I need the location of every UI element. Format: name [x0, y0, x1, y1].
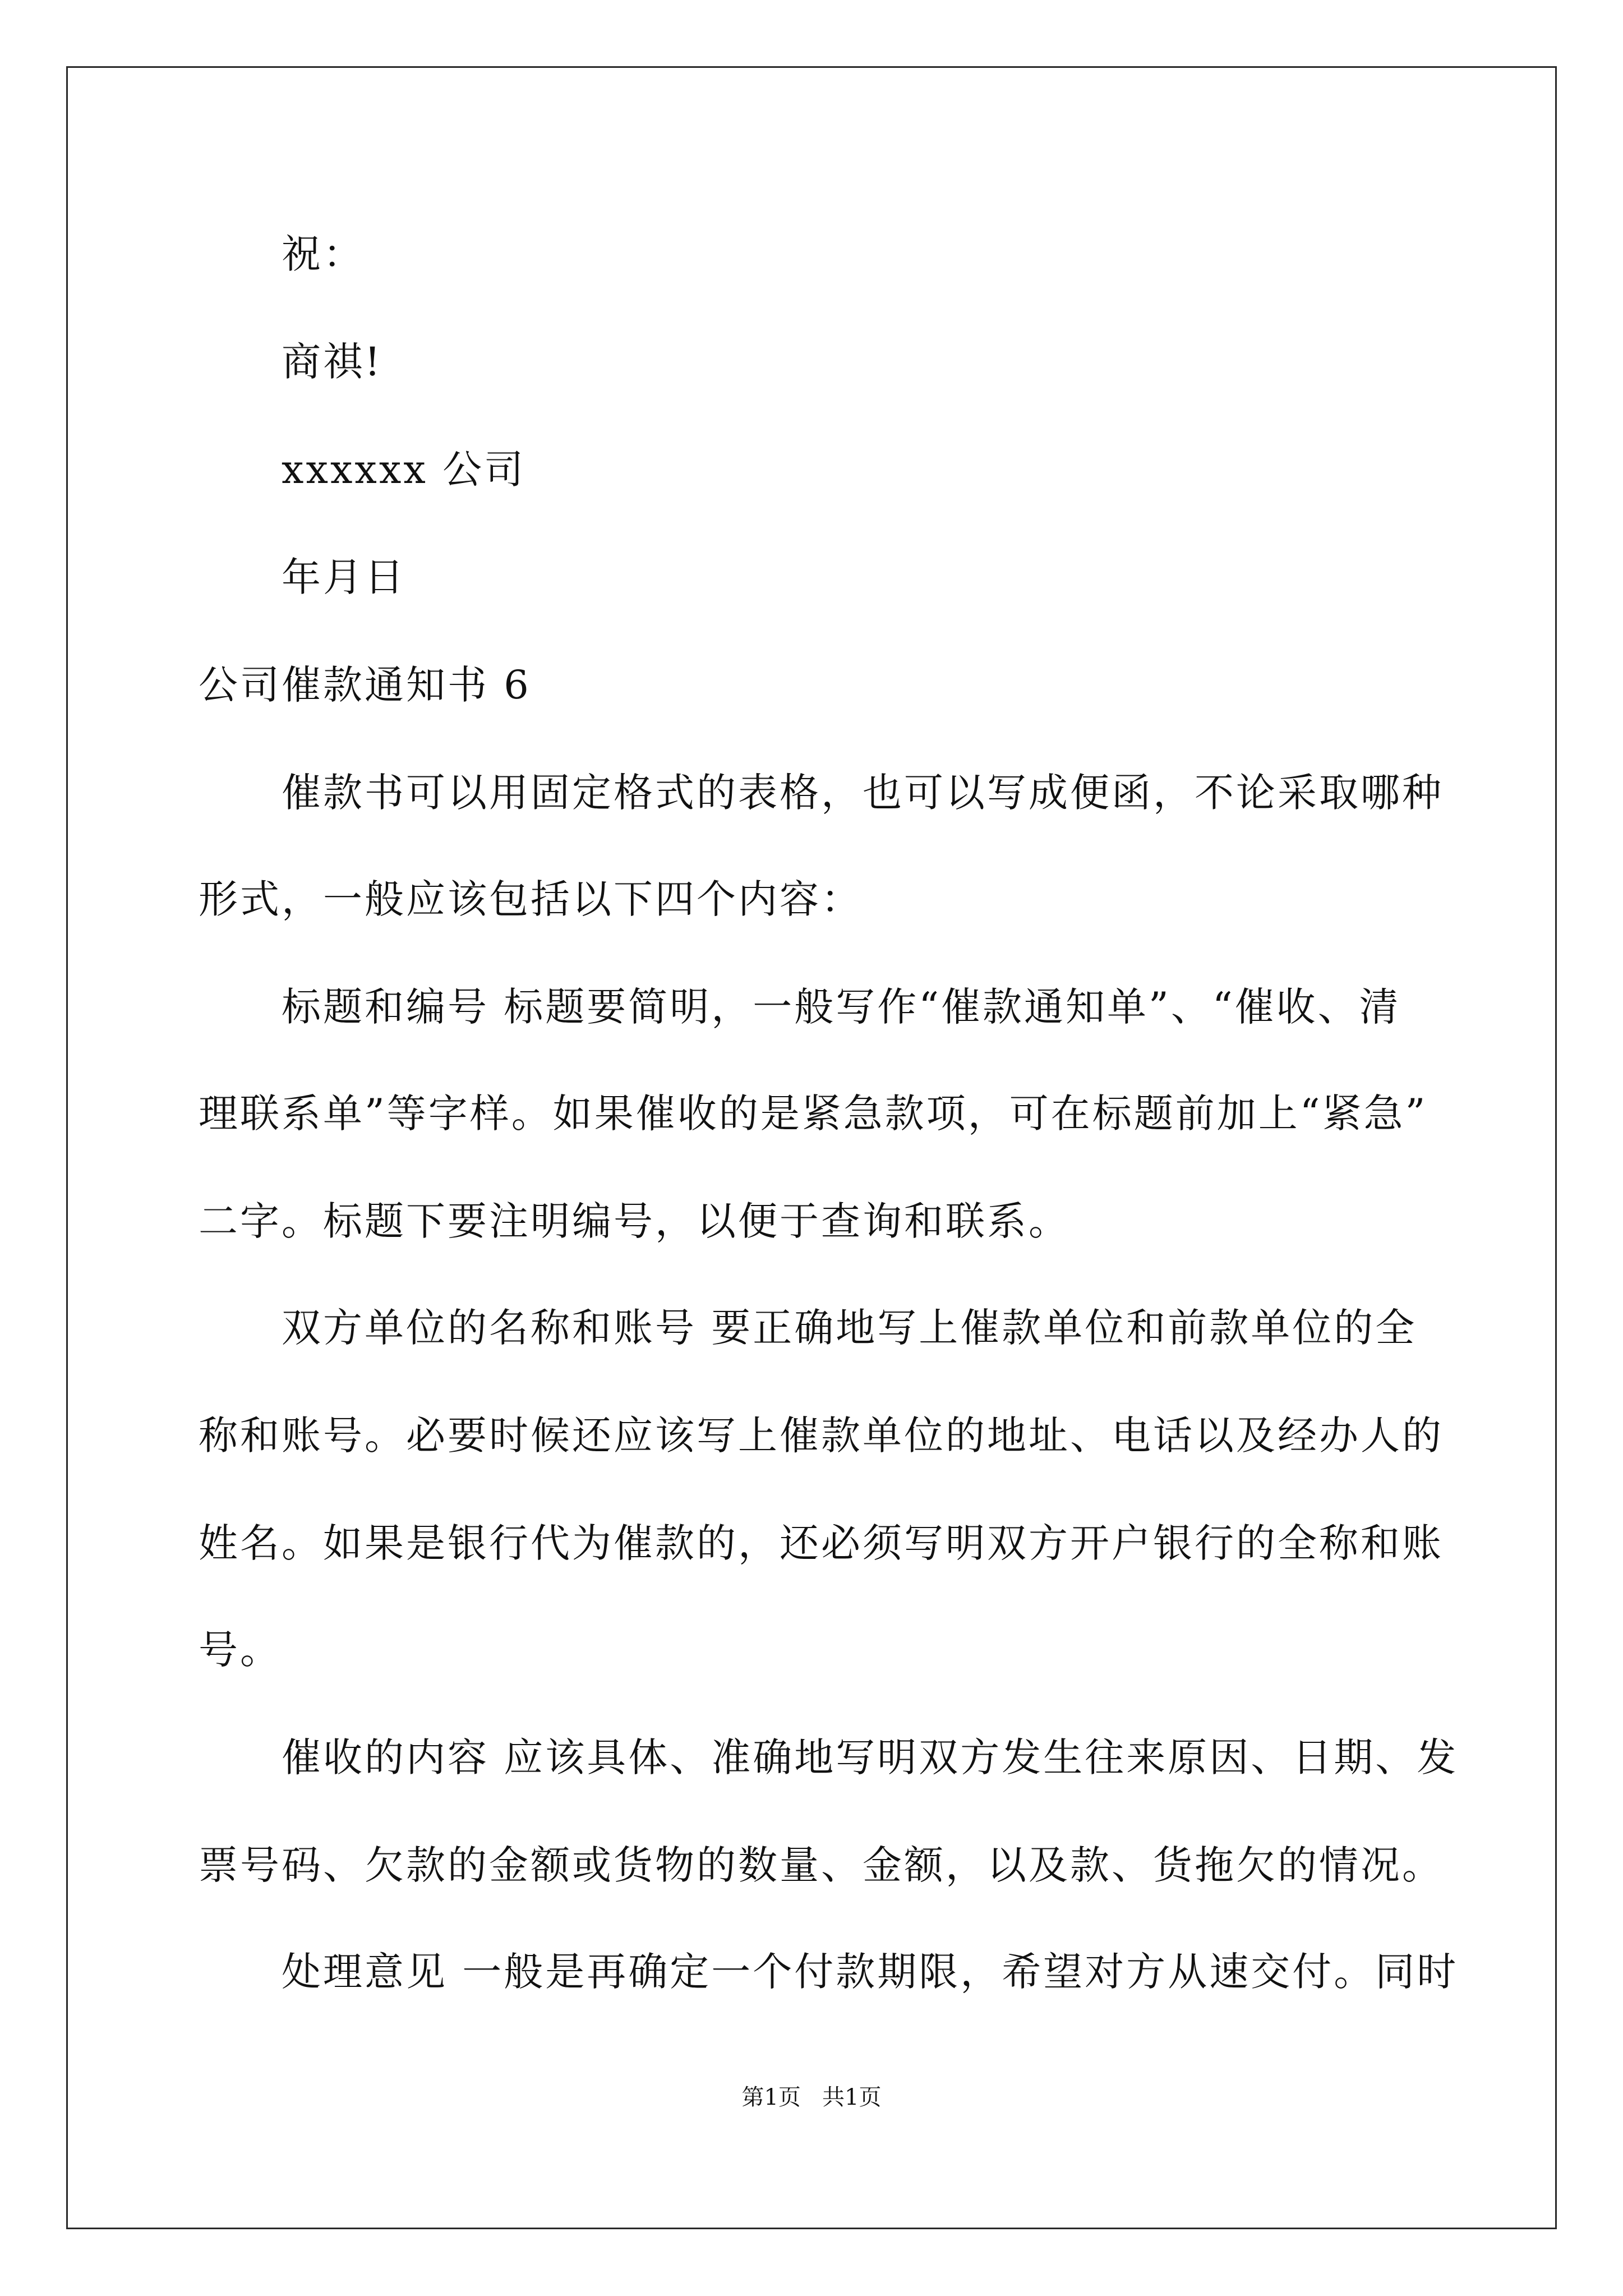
page-border — [66, 66, 1557, 2229]
paragraph-line: 标题和编号 标题要简明，一般写作“催款通知单”、“催收、清 — [282, 984, 1401, 1030]
paragraph-line: 号。 — [199, 1627, 282, 1673]
closing-salutation: 祝： — [282, 231, 365, 277]
page-footer: 第1页 共1页 — [741, 2085, 882, 2110]
paragraph-line: 二字。标题下要注明编号，以便于查询和联系。 — [199, 1198, 1070, 1244]
paragraph-line: 催款书可以用固定格式的表格，也可以写成便函，不论采取哪种 — [282, 770, 1444, 816]
paragraph-line: 称和账号。必要时候还应该写上催款单位的地址、电话以及经办人的 — [199, 1412, 1444, 1458]
section-title: 公司催款通知书 6 — [199, 662, 531, 708]
paragraph-line: 票号码、欠款的金额或货物的数量、金额，以及款、货拖欠的情况。 — [199, 1842, 1444, 1888]
paragraph-line: 处理意见 一般是再确定一个付款期限，希望对方从速交付。同时 — [282, 1949, 1459, 1995]
signature-company: xxxxxx 公司 — [282, 447, 526, 493]
paragraph-line: 双方单位的名称和账号 要正确地写上催款单位和前款单位的全 — [282, 1305, 1417, 1351]
signature-date: 年月日 — [282, 554, 406, 600]
closing-wish: 商祺! — [282, 339, 383, 385]
paragraph-line: 姓名。如果是银行代为催款的，还必须写明双方开户银行的全称和账 — [199, 1520, 1444, 1566]
paragraph-line: 催收的内容 应该具体、准确地写明双方发生往来原因、日期、发 — [282, 1734, 1459, 1780]
paragraph-line: 形式，一般应该包括以下四个内容： — [199, 876, 863, 922]
paragraph-line: 理联系单”等字样。如果催收的是紧急款项，可在标题前加上“紧急” — [199, 1091, 1428, 1137]
